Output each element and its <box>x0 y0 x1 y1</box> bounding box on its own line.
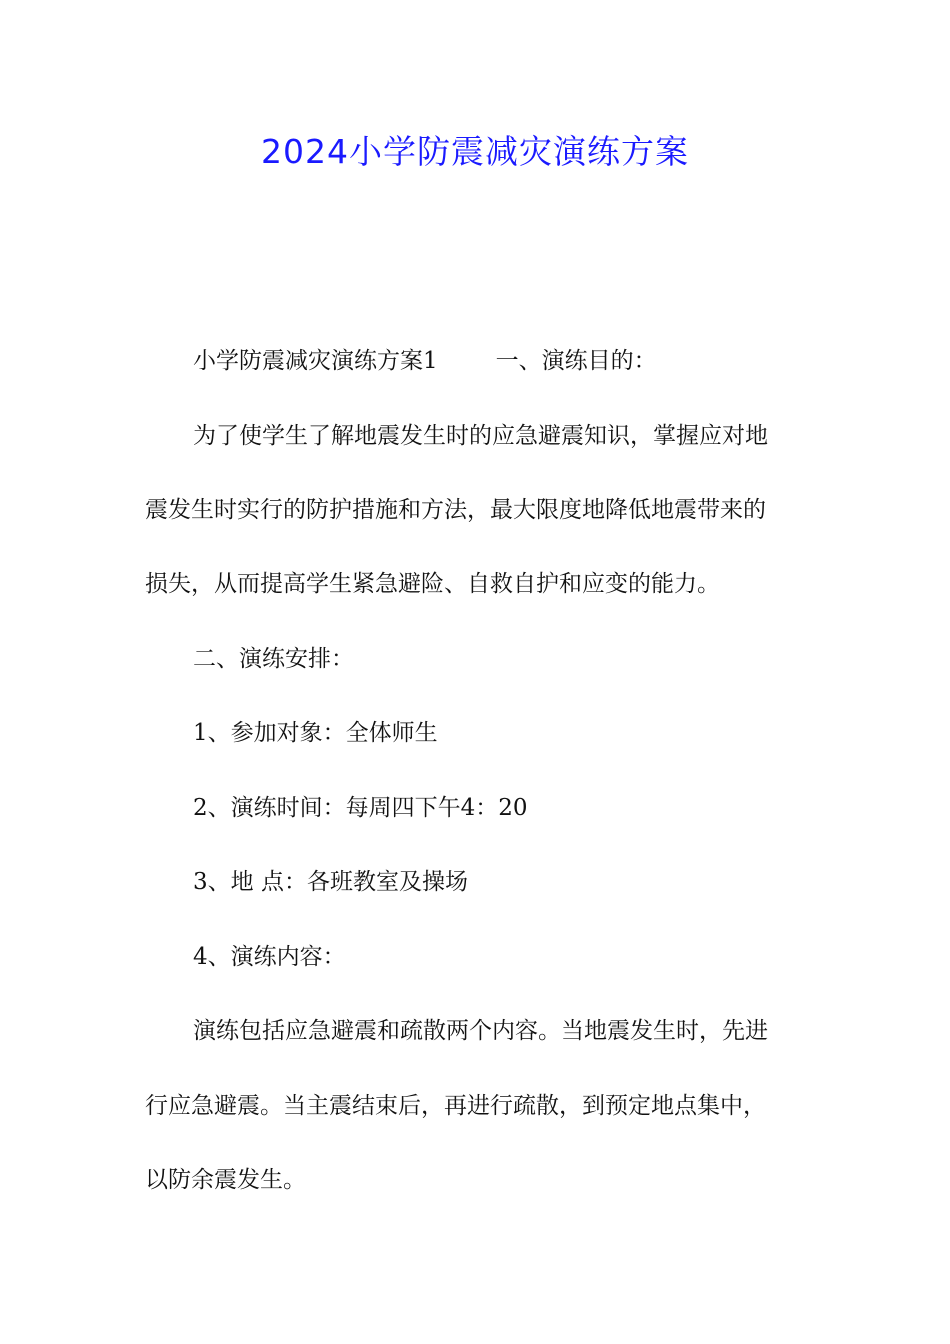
list-item: 1、参加对象：全体师生 <box>193 720 438 746</box>
section-heading-arrangement: 二、演练安排： <box>193 646 354 672</box>
purpose-paragraph-line-1: 为了使学生了解地震发生时的应急避震知识，掌握应对地 <box>193 423 768 449</box>
list-item: 4、演练内容： <box>193 944 346 970</box>
content-paragraph-line-1: 演练包括应急避震和疏散两个内容。当地震发生时，先进 <box>193 1018 768 1044</box>
document-title: 2024小学防震减灾演练方案 <box>261 132 689 171</box>
plan-subtitle: 小学防震减灾演练方案1 <box>193 348 438 374</box>
purpose-paragraph-line-2: 震发生时实行的防护措施和方法，最大限度地降低地震带来的 <box>145 497 766 523</box>
section-heading-purpose: 一、演练目的： <box>495 348 657 374</box>
purpose-paragraph-line-3: 损失，从而提高学生紧急避险、自救自护和应变的能力。 <box>145 571 720 597</box>
heading-line <box>193 343 657 379</box>
content-paragraph-line-2: 行应急避震。当主震结束后，再进行疏散，到预定地点集中， <box>145 1093 766 1119</box>
list-item: 3、地 点：各班教室及操场 <box>193 869 468 895</box>
content-paragraph-line-3: 以防余震发生。 <box>145 1167 306 1193</box>
list-item: 2、演练时间：每周四下午4：20 <box>193 795 528 821</box>
